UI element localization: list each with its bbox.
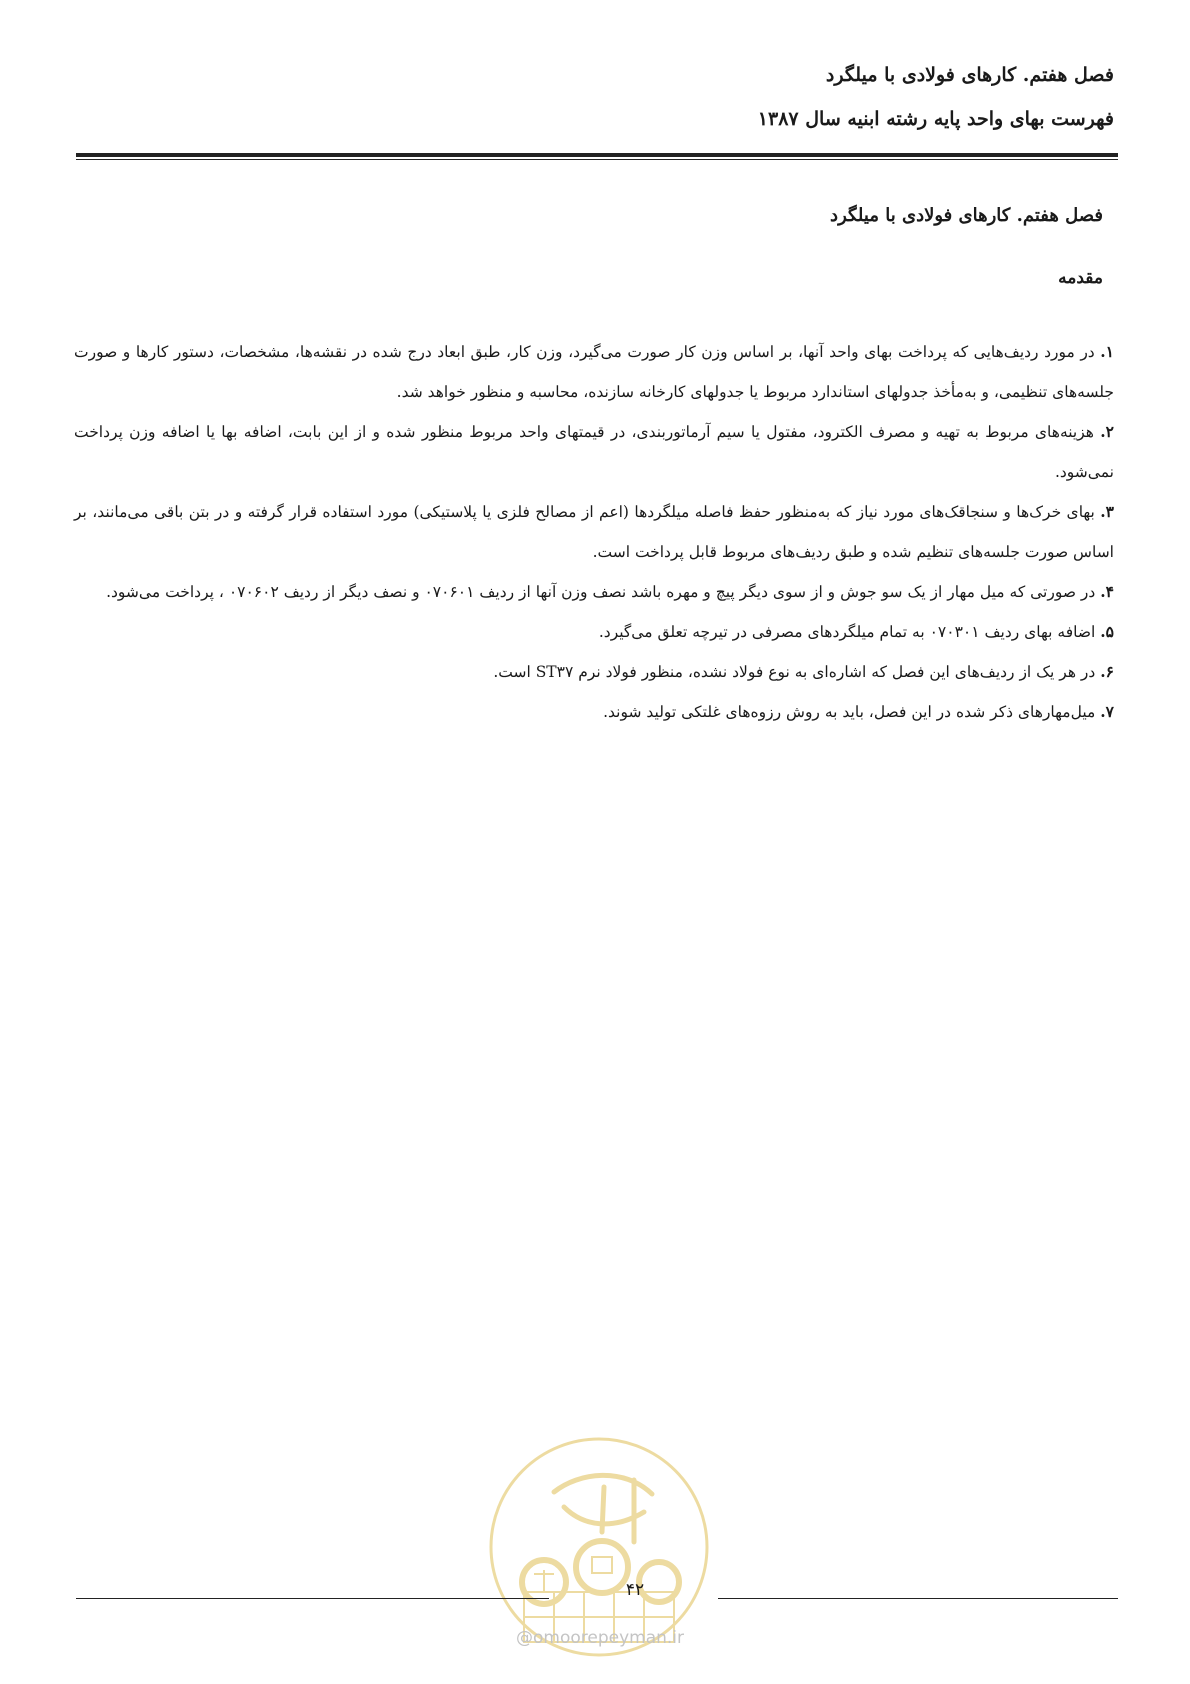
clause-number: ۶. <box>1100 662 1114 681</box>
clause-number: ۷. <box>1100 702 1114 721</box>
intro-heading: مقدمه <box>1058 268 1103 288</box>
clause-list <box>74 332 1114 732</box>
clause-number: ۱. <box>1100 342 1114 361</box>
clause-item <box>74 412 1114 492</box>
clause-text: در صورتی که میل مهار از یک سو جوش و از سوی دیگر پیچ و مهره باشد نصف وزن آنها از ردیف ۰۷۰۶۰۱ و نصف دیگر از ردیف ۰۷۰۶۰۲ ، پرداخت می‌شود. <box>106 583 1096 601</box>
watermark-url: @omoorepeyman.ir <box>515 1628 685 1648</box>
footer-rule-left <box>76 1598 549 1599</box>
clause-number: ۵. <box>1100 622 1114 641</box>
running-header-book-title: فهرست بهای واحد پایه رشته ابنیه سال ۱۳۸۷ <box>757 108 1114 130</box>
clause-number: ۳. <box>1100 502 1114 521</box>
clause-item <box>74 612 1114 652</box>
building-icon <box>592 1557 612 1573</box>
clause-item <box>74 652 1114 692</box>
scales-icon <box>534 1570 554 1592</box>
clause-item <box>74 572 1114 612</box>
running-header-chapter: فصل هفتم. کارهای فولادی با میلگرد <box>825 64 1114 86</box>
clause-number: ۴. <box>1100 582 1114 601</box>
clause-text: هزینه‌های مربوط به تهیه و مصرف الکترود، مفتول یا سیم آرماتوربندی، در قیمتهای واحد مربوط منظور شده و از این بابت، اضافه بها یا اضافه وزن پرداخت نمی‌شود. <box>74 423 1114 481</box>
clause-text: اضافه بهای ردیف ۰۷۰۳۰۱ به تمام میلگردهای مصرفی در تیرچه تعلق می‌گیرد. <box>598 623 1096 641</box>
clause-item <box>74 332 1114 412</box>
clause-item <box>74 492 1114 572</box>
footer-rule-right <box>718 1598 1118 1599</box>
clause-text: در مورد ردیف‌هایی که پرداخت بهای واحد آنها، بر اساس وزن کار صورت می‌گیرد، وزن کار، طبق ابعاد درج شده در نقشه‌ها، مشخصات، دستور کارها و صورت جلسه‌های تنظیمی، و به‌مأخذ جدولهای استاندارد مربوط یا جدولهای کارخانه سازنده، محاسبه و منظور خواهد شد. <box>74 343 1114 401</box>
clause-text: در هر یک از ردیف‌های این فصل که اشاره‌ای به نوع فولاد نشده، منظور فولاد نرم ST۳۷ است. <box>493 663 1096 681</box>
header-rule-thick <box>76 153 1118 157</box>
logo-script-mark <box>554 1475 652 1542</box>
clause-item <box>74 692 1114 732</box>
page-number: ۴۲ <box>625 1580 645 1600</box>
clause-text: بهای خرک‌ها و سنجاقک‌های مورد نیاز که به‌منظور حفظ فاصله میلگردها (اعم از مصالح فلزی یا پلاستیکی) مورد استفاده قرار گرفته و در بتن باقی می‌مانند، بر اساس صورت جلسه‌های تنظیم شده و طبق ردیف‌های مربوط قابل پرداخت است. <box>74 503 1114 561</box>
header-rule-thin <box>76 159 1118 160</box>
clause-text: میل‌مهارهای ذکر شده در این فصل، باید به روش رزوه‌های غلتکی تولید شوند. <box>603 703 1096 721</box>
clause-number: ۲. <box>1100 422 1114 441</box>
section-title: فصل هفتم. کارهای فولادی با میلگرد <box>830 205 1103 226</box>
